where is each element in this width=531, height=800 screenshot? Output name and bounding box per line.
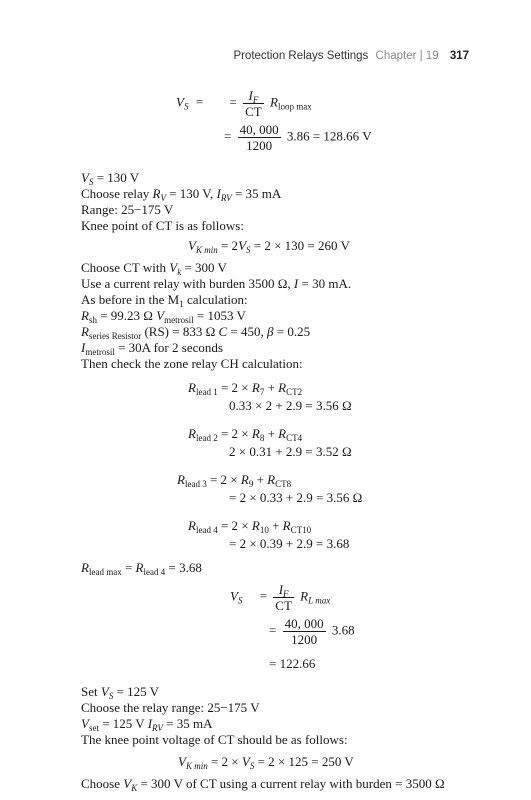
symbol: R: [188, 426, 196, 441]
eq-rlead2-value: 2 × 0.31 + 2.9 = 3.52 Ω: [229, 444, 352, 459]
text: = 2 ×: [206, 472, 241, 487]
subscript: S: [88, 177, 94, 187]
subscript: S: [249, 761, 255, 771]
symbol: V: [230, 588, 238, 604]
symbol: R: [135, 560, 144, 575]
text: = 2 ×: [217, 518, 252, 533]
symbol: V: [238, 238, 247, 253]
result-text: 3.86 = 128.66 V: [286, 128, 372, 144]
subscript: CT8: [275, 479, 292, 489]
symbol: R: [300, 588, 309, 604]
symbol: R: [278, 426, 287, 441]
subscript: F: [283, 589, 289, 599]
subscript: K min: [195, 245, 218, 255]
eq-rlead1-value: 0.33 × 2 + 2.9 = 3.56 Ω: [229, 398, 352, 413]
line-rsh: [81, 308, 246, 323]
symbol: R: [81, 560, 89, 575]
subscript: series Resistor: [88, 331, 142, 341]
subscript: set: [88, 723, 99, 733]
text: = 130 V: [93, 170, 140, 185]
subscript: lead 4: [143, 567, 166, 577]
line-as-before: [81, 292, 248, 307]
eq-vk-min-1: [188, 238, 350, 253]
eq-rlead-max: [81, 560, 202, 575]
equals-sign: =: [224, 128, 232, 144]
denominator: CT: [245, 104, 262, 119]
numerator: 40, 000: [239, 122, 279, 137]
line-choose-ct: [81, 260, 227, 275]
symbol: V: [178, 754, 186, 769]
symbol: R: [251, 380, 260, 395]
text: = 2 × 130 = 260 V: [250, 238, 350, 253]
symbol: β: [267, 324, 274, 339]
text: = 30A for 2 seconds: [114, 340, 223, 355]
subscript: 7: [259, 387, 265, 397]
symbol: R: [251, 426, 260, 441]
text: = 125 V: [98, 716, 148, 731]
symbol: V: [100, 684, 109, 699]
line-imetrosil: [81, 340, 223, 355]
symbol: V: [81, 716, 89, 731]
equals-sign: =: [259, 588, 268, 604]
symbol: R: [188, 518, 196, 533]
equals-sign: =: [195, 94, 204, 110]
symbol: R: [278, 380, 287, 395]
text: +: [253, 472, 268, 487]
subscript: metrosil: [164, 315, 194, 325]
text: = 35 mA: [162, 716, 213, 731]
equals-sign: =: [229, 94, 237, 110]
line-knee-point: Knee point of CT is as follows:: [81, 218, 244, 233]
subscript: RV: [220, 193, 232, 203]
denominator: 1200: [246, 138, 273, 153]
fraction: [243, 88, 264, 119]
text: = 2 × 125 = 250 V: [254, 754, 354, 769]
eq-rlead2: [188, 426, 302, 441]
text: +: [264, 426, 279, 441]
line-set-vs: [81, 684, 159, 699]
eq-rlead4-value: = 2 × 0.39 + 2.9 = 3.68: [229, 536, 350, 551]
line-then-check: Then check the zone relay CH calculation:: [81, 356, 303, 371]
subscript: lead 2: [195, 433, 218, 443]
text: = 300 V of CT using a current relay with burden = 3500 Ω: [137, 776, 445, 791]
eq-vk-min-2: [178, 754, 354, 769]
symbol: R: [240, 472, 249, 487]
eq-rlead4: [188, 518, 311, 533]
text: = 0.25: [273, 324, 311, 339]
numerator: 40, 000: [284, 616, 324, 631]
symbol: R: [152, 186, 161, 201]
text: =: [121, 560, 136, 575]
line-vset: [81, 716, 212, 731]
subscript: RV: [152, 723, 163, 733]
eq-vs-2: [230, 582, 330, 613]
text: 3.68: [331, 622, 355, 638]
subscript: CT2: [286, 387, 303, 397]
symbol: R: [81, 308, 89, 323]
text: = 130 V,: [165, 186, 217, 201]
equals-sign: =: [269, 622, 277, 638]
subscript: 9: [248, 479, 254, 489]
symbol: V: [241, 754, 250, 769]
text: = 300 V: [181, 260, 227, 275]
subscript: metrosil: [85, 347, 115, 357]
text: calculation:: [183, 292, 248, 307]
line-rseries: [81, 324, 310, 339]
symbol: I: [293, 276, 299, 291]
fraction: [273, 582, 294, 613]
subscript: lead max: [88, 567, 122, 577]
subscript: loop max: [277, 101, 312, 112]
eq-vs-2-result: = 122.66: [269, 656, 316, 671]
numerator: I: [248, 88, 253, 103]
subscript: k: [177, 267, 182, 277]
line-current-relay: [81, 276, 351, 291]
subscript: S: [108, 691, 114, 701]
symbol: V: [81, 170, 89, 185]
subscript: lead 1: [195, 387, 218, 397]
text: = 125 V: [113, 684, 160, 699]
subscript: lead 3: [184, 479, 207, 489]
symbol: V: [188, 238, 196, 253]
symbol: R: [270, 94, 278, 110]
text: = 30 mA.: [298, 276, 352, 291]
denominator: 1200: [291, 632, 318, 647]
line-vs-130: [81, 170, 139, 185]
text: = 2: [217, 238, 239, 253]
text: (RS) = 833 Ω: [141, 324, 219, 339]
subscript: S: [183, 101, 189, 112]
text: +: [264, 380, 279, 395]
symbol: V: [176, 94, 184, 110]
line-range: Range: 25−175 V: [81, 202, 174, 217]
running-header: [233, 50, 469, 62]
symbol: R: [177, 472, 185, 487]
subscript: V: [160, 193, 166, 203]
eq-rlead3: [177, 472, 291, 487]
subscript: S: [246, 245, 251, 255]
symbol: I: [81, 340, 86, 355]
text: Use a current relay with burden 3500 Ω,: [81, 276, 294, 291]
subscript: 10: [259, 525, 269, 535]
subscript: F: [252, 95, 259, 105]
text: Set: [81, 684, 101, 699]
text: As before in the M: [81, 292, 180, 307]
text: = 3.68: [165, 560, 202, 575]
symbol: C: [218, 324, 228, 339]
subscript: K min: [185, 761, 208, 771]
eq-rlead3-value: = 2 × 0.33 + 2.9 = 3.56 Ω: [229, 490, 363, 505]
line-choose-relay: [81, 186, 281, 201]
text: +: [268, 518, 283, 533]
text: = 99.23 Ω: [96, 308, 157, 323]
running-title: Protection Relays Settings: [233, 50, 369, 62]
text: = 1053 V: [193, 308, 246, 323]
symbol: V: [169, 260, 178, 275]
text: = 2 ×: [217, 426, 252, 441]
subscript: CT4: [286, 433, 303, 443]
subscript: 1: [179, 299, 184, 309]
symbol: R: [267, 472, 276, 487]
text: = 2 ×: [217, 380, 252, 395]
symbol: I: [147, 716, 153, 731]
subscript: K: [131, 783, 138, 793]
subscript: sh: [88, 315, 97, 325]
fraction: [283, 616, 326, 647]
text: = 450,: [227, 324, 268, 339]
chapter-label: Chapter | 19: [375, 50, 439, 62]
text: = 2 ×: [207, 754, 242, 769]
subscript: S: [237, 595, 243, 606]
symbol: R: [282, 518, 291, 533]
symbol: V: [123, 776, 132, 791]
eq-vs-1-result: [224, 122, 372, 153]
symbol: V: [156, 308, 165, 323]
symbol: I: [216, 186, 221, 201]
symbol: R: [251, 518, 260, 533]
page-number: 317: [449, 50, 469, 62]
fraction: [238, 122, 281, 153]
eq-rlead1: [188, 380, 302, 395]
subscript: CT10: [290, 525, 312, 535]
line-knee-voltage: The knee point voltage of CT should be as follows:: [81, 732, 348, 747]
symbol: R: [188, 380, 196, 395]
line-choose-vk: [81, 776, 445, 791]
eq-vs-2-sub: [269, 616, 355, 647]
subscript: L max: [308, 595, 331, 606]
subscript: lead 4: [195, 525, 218, 535]
line-relay-range: Choose the relay range: 25−175 V: [81, 700, 260, 715]
text: Choose CT with: [81, 260, 170, 275]
eq-vs-1: [176, 88, 312, 119]
numerator: I: [278, 582, 284, 597]
text: Choose relay: [81, 186, 153, 201]
text: Choose: [81, 776, 124, 791]
symbol: R: [81, 324, 89, 339]
denominator: CT: [275, 598, 292, 613]
subscript: 8: [259, 433, 265, 443]
text: = 35 mA: [231, 186, 282, 201]
